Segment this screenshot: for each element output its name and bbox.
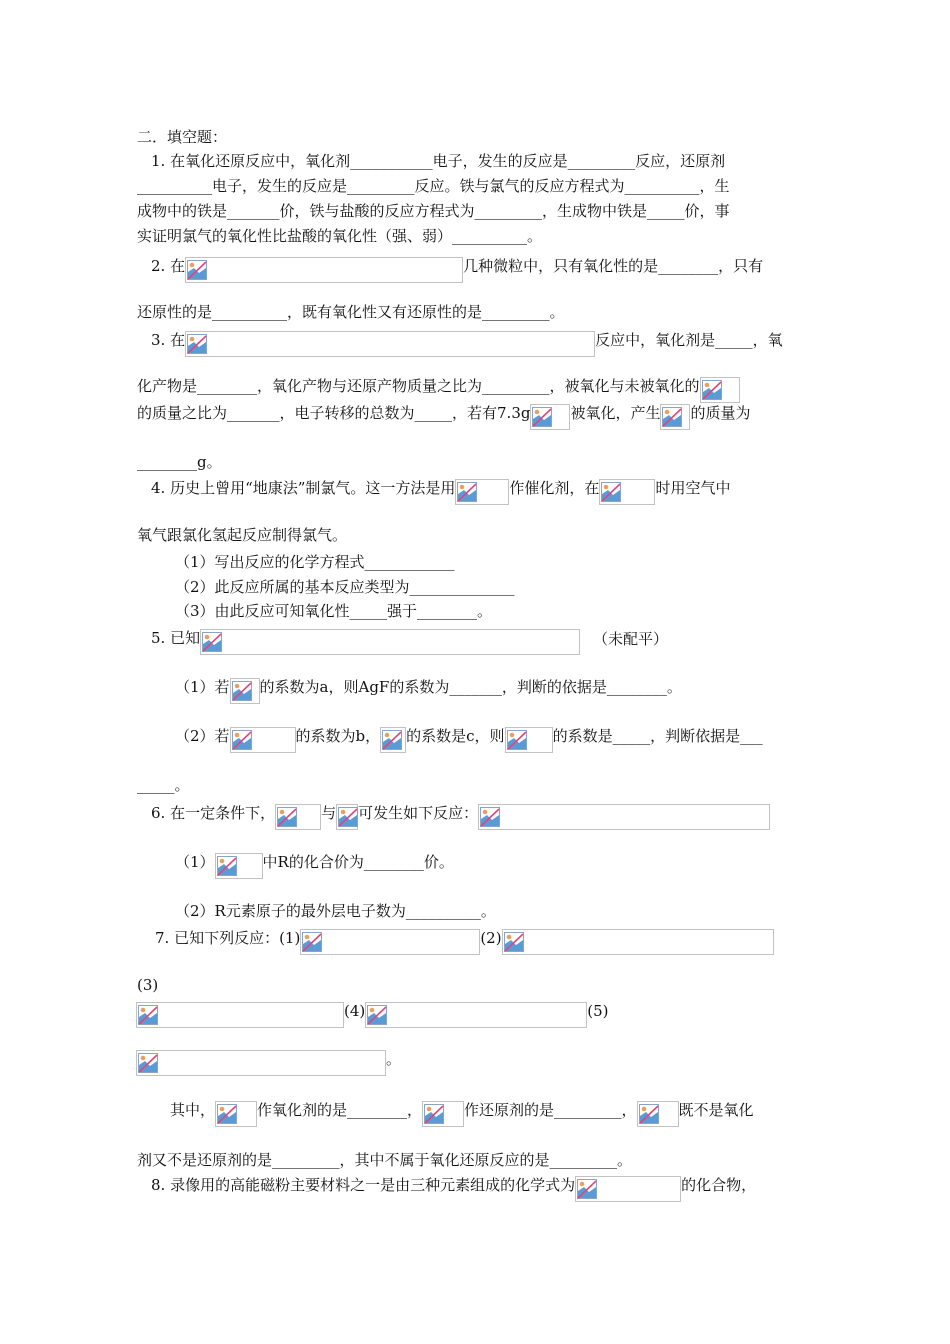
q7-end-mark: 。 bbox=[386, 1050, 402, 1068]
q7-label-2: (2) bbox=[480, 929, 502, 947]
q6-s1-text-b: 中R的化合价为________价。 bbox=[262, 853, 454, 871]
q3-text-b: 反应中，氧化剂是_____，氧 bbox=[595, 331, 783, 349]
q3-line-4: ________g。 bbox=[137, 453, 222, 471]
q5-s2-text-d: 的系数是_____，判断依据是___ bbox=[552, 727, 763, 745]
q7-line-1 bbox=[155, 928, 774, 955]
q6-line-1 bbox=[151, 803, 770, 830]
q7-label-4: (4) bbox=[344, 1002, 366, 1020]
q3-line-2 bbox=[137, 376, 740, 403]
broken-image-icon bbox=[455, 479, 509, 505]
broken-image-icon bbox=[300, 929, 480, 955]
broken-image-icon bbox=[136, 1002, 344, 1028]
broken-image-icon bbox=[637, 1101, 679, 1127]
q4-text-b: 作催化剂，在 bbox=[509, 479, 600, 497]
broken-image-icon bbox=[365, 1002, 587, 1028]
q7-label-3-line: (3) bbox=[137, 976, 159, 994]
q3-line-3 bbox=[137, 403, 751, 430]
q4-line-2: 氧气跟氯化氢起反应制得氯气。 bbox=[137, 526, 348, 544]
q5-s2-text-c: 的系数是c，则 bbox=[406, 727, 505, 745]
q8-line-1 bbox=[151, 1175, 756, 1202]
q7-text-w2: 作氧化剂的是________， bbox=[257, 1101, 423, 1119]
q5-text-a: 5. 已知 bbox=[151, 629, 201, 647]
q8-text-a: 8. 录像用的高能磁粉主要材料之一是由三种元素组成的化学式为 bbox=[151, 1176, 576, 1194]
q5-s2-text-a: （2）若 bbox=[175, 727, 230, 745]
broken-image-icon bbox=[502, 929, 774, 955]
q6-sub-2: （2）R元素原子的最外层电子数为__________。 bbox=[175, 902, 496, 920]
broken-image-icon bbox=[530, 404, 570, 430]
broken-image-icon bbox=[185, 257, 463, 283]
q7-label-5: (5) bbox=[587, 1002, 609, 1020]
broken-image-icon bbox=[185, 331, 595, 357]
q1-line-3: 成物中的铁是_______价，铁与盐酸的反应方程式为_________，生成物中铁是_____价，事 bbox=[137, 202, 730, 220]
q3-text-a: 3. 在 bbox=[151, 331, 186, 349]
q7-text-a: 7. 已知下列反应：(1) bbox=[155, 929, 301, 947]
q1-line-2: __________电子，发生的反应是_________反应。铁与氯气的反应方程式为__________，生 bbox=[137, 177, 730, 195]
q7-line-4 bbox=[136, 1049, 401, 1076]
broken-image-icon bbox=[230, 678, 260, 704]
q4-sub-3: （3）由此反应可知氧化性_____强于________。 bbox=[175, 602, 493, 620]
q7-line-6: 剂又不是还原剂的是_________，其中不属于氧化还原反应的是_________。 bbox=[137, 1151, 633, 1169]
broken-image-icon bbox=[422, 1101, 464, 1127]
q5-line-1 bbox=[151, 628, 580, 655]
broken-image-icon bbox=[505, 727, 553, 753]
q4-text-c: 时用空气中 bbox=[655, 479, 731, 497]
q2-text-b: 几种微粒中，只有氧化性的是________，只有 bbox=[463, 257, 764, 275]
q5-note: （未配平） bbox=[593, 630, 669, 648]
broken-image-icon bbox=[575, 1176, 681, 1202]
q3-text-l3c: 的质量为 bbox=[690, 404, 751, 422]
q6-text-a: 6. 在一定条件下， bbox=[151, 804, 276, 822]
q8-text-b: 的化合物， bbox=[681, 1176, 757, 1194]
q4-text-a: 4. 历史上曾用“地康法”制氯气。这一方法是用 bbox=[151, 479, 456, 497]
broken-image-icon bbox=[599, 479, 655, 505]
broken-image-icon bbox=[336, 804, 358, 830]
q5-sub-2 bbox=[175, 726, 763, 753]
q4-line-1 bbox=[151, 478, 730, 505]
q5-s1-text-b: 的系数为a，则AgF的系数为_______，判断的依据是________。 bbox=[259, 678, 682, 696]
q5-sub-2-cont: _____。 bbox=[137, 776, 190, 794]
q7-text-w3: 作还原剂的是_________， bbox=[464, 1101, 637, 1119]
section-heading: 二．填空题： bbox=[137, 128, 228, 146]
q6-s1-text-a: （1） bbox=[175, 853, 215, 871]
broken-image-icon bbox=[136, 1050, 386, 1076]
broken-image-icon bbox=[700, 377, 740, 403]
q2-line-2: 还原性的是__________，既有氧化性又有还原性的是_________。 bbox=[137, 303, 565, 321]
broken-image-icon bbox=[478, 804, 770, 830]
q6-text-b: 与 bbox=[321, 804, 337, 822]
q7-text-w1: 其中， bbox=[170, 1101, 216, 1119]
q2-line-1 bbox=[151, 256, 763, 283]
q3-text-l2: 化产物是________，氧化产物与还原产物质量之比为_________，被氧化与未被氧化的 bbox=[137, 377, 700, 395]
q7-which-line bbox=[170, 1100, 754, 1127]
q6-text-c: 可发生如下反应： bbox=[358, 804, 479, 822]
broken-image-icon bbox=[275, 804, 321, 830]
broken-image-icon bbox=[200, 629, 580, 655]
broken-image-icon bbox=[380, 727, 406, 753]
q4-sub-1: （1）写出反应的化学方程式____________ bbox=[175, 553, 455, 571]
q1-line-4: 实证明氯气的氧化性比盐酸的氧化性（强、弱）__________。 bbox=[137, 227, 543, 245]
q4-sub-2: （2）此反应所属的基本反应类型为______________ bbox=[175, 578, 515, 596]
q5-s1-text-a: （1）若 bbox=[175, 678, 230, 696]
q3-line-1 bbox=[151, 330, 783, 357]
q7-line-3 bbox=[136, 1001, 609, 1028]
broken-image-icon bbox=[660, 404, 690, 430]
broken-image-icon bbox=[215, 1101, 257, 1127]
q1-line-1: 1. 在氧化还原反应中，氧化剂___________电子，发生的反应是_________反应，还原剂 bbox=[151, 152, 726, 170]
q6-sub-1 bbox=[175, 852, 454, 879]
q3-text-l3b: 被氧化，产生 bbox=[570, 404, 661, 422]
q2-text-a: 2. 在 bbox=[151, 257, 186, 275]
q7-text-w4: 既不是氧化 bbox=[678, 1101, 754, 1119]
broken-image-icon bbox=[230, 727, 296, 753]
q3-text-l3a: 的质量之比为_______，电子转移的总数为_____，若有7.3g bbox=[137, 404, 531, 422]
broken-image-icon bbox=[215, 853, 263, 879]
q5-sub-1 bbox=[175, 677, 682, 704]
q5-s2-text-b: 的系数为b， bbox=[295, 727, 381, 745]
